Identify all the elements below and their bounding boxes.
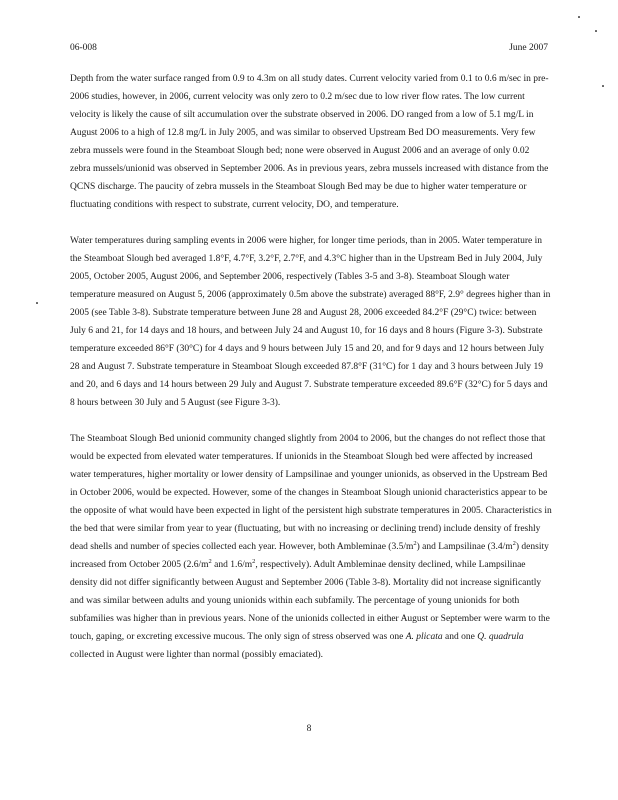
text-run: and one <box>442 632 478 642</box>
text-run: The Steamboat Slough Bed unionid community changed slightly from 2004 to 2006, but the changes do not reflect those that would be expected from elevated water temperatures. If unionids in the Steamboat Slough bed were affected by increased water temperatures, higher mortality or lower density of Lampsilinae and younger unionids, as observed in the Upstream Bed in October 2006, would be expected. However, some of the changes in Steamboat Slough unionid characteristics appear to be the opposite of what would have been expected in light of the persistent high substrate temperatures in 2005. Characteristics in the bed that were similar from year to year (fluctuating, but with no increasing or declining trend) include density of freshly dead shells and number of species collected each year. However, both Ambleminae (3.5/m <box>70 434 552 552</box>
species-name: Q. quadrula <box>477 632 524 642</box>
document-id: 06-008 <box>70 43 97 53</box>
text-run: , respectively). Adult Ambleminae density declined, while Lampsilinae density did not differ significantly between August and September 2006 (Table 3-8). Mortality did not increase significantly and was similar between adults and young unionids within each subfamily. The percentage of young unionids for both subfamilies was higher than in previous years. None of the unionids collected in either August or September were warm to the touch, gaping, or excreting excessive mucous. The only sign of stress observed was one <box>70 560 550 642</box>
paragraph-site-conditions: Depth from the water surface ranged from 0.9 to 4.3m on all study dates. Current velocity varied from 0.1 to 0.6 m/sec in pre-2006 studies, however, in 2006, current velocity was only zero to 0.2 m/sec due to low river flow rates. The low current velocity is likely the cause of silt accumulation over the substrate observed in 2006. DO ranged from a low of 5.1 mg/L in August 2006 to a high of 12.8 mg/L in July 2005, and was similar to observed Upstream Bed DO measurements. Very few zebra mussels were found in the Steamboat Slough bed; none were observed in August 2006 and an average of only 0.02 zebra mussels/unionid was observed in September 2006. As in previous years, zebra mussels increased with distance from the QCNS discharge. The paucity of zebra mussels in the Steamboat Slough Bed may be due to higher water temperature or fluctuating conditions with respect to substrate, current velocity, DO, and temperature. <box>70 74 549 210</box>
species-name: A. plicata <box>405 632 443 642</box>
text-run: ) density increased from October 2005 (2.6/m <box>70 542 549 570</box>
paragraph-unionid-community <box>70 430 552 664</box>
superscript: 2 <box>252 557 256 565</box>
superscript: 2 <box>208 557 212 565</box>
text-run: ) and Lampsilinae (3.4/m <box>416 542 513 552</box>
superscript: 2 <box>512 539 516 547</box>
scan-speck <box>595 30 597 32</box>
scan-speck <box>602 85 604 87</box>
body-text <box>70 70 552 682</box>
document-date: June 2007 <box>509 43 548 53</box>
text-run: and 1.6/m <box>211 560 253 570</box>
scan-speck <box>36 302 38 304</box>
superscript: 2 <box>413 539 417 547</box>
text-run: collected in August were lighter than normal (possibly emaciated). <box>70 650 323 660</box>
page-number: 8 <box>306 724 312 734</box>
paragraph-water-temperature: Water temperatures during sampling events in 2006 were higher, for longer time periods, than in 2005. Water temperature in the Steamboat Slough bed averaged 1.8°F, 4.7°F, 3.2°F, 2.7°F, and 4.3°C higher than in the Upstream Bed in July 2004, July 2005, October 2005, August 2006, and September 2006, respectively (Tables 3-5 and 3-8). Steamboat Slough water temperature measured on August 5, 2006 (approximately 0.5m above the substrate) averaged 88°F, 2.9° degrees higher than in 2005 (see Table 3-8). Substrate temperature between June 28 and August 28, 2006 exceeded 84.2°F (29°C) twice: between July 6 and 21, for 14 days and 18 hours, and between July 24 and August 10, for 16 days and 8 hours (Figure 3-3). Substrate temperature exceeded 86°F (30°C) for 4 days and 9 hours between July 15 and 20, and for 9 days and 12 hours between July 28 and August 7. Substrate temperature in Steamboat Slough exceeded 87.8°F (31°C) for 1 day and 3 hours between July 19 and 20, and 6 days and 14 hours between 29 July and August 7. Substrate temperature exceeded 89.6°F (32°C) for 5 days and 8 hours between 30 July and 5 August (see Figure 3-3). <box>70 236 551 408</box>
scan-speck <box>578 16 580 18</box>
